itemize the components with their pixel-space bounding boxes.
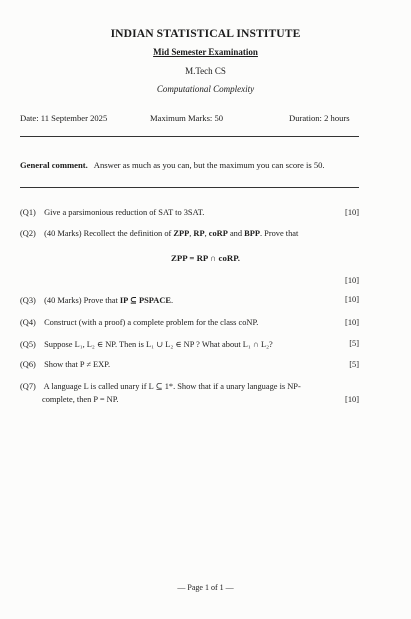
institute-title: INDIAN STATISTICAL INSTITUTE <box>110 27 301 40</box>
question-text: A language L is called unary if L ⊆ 1*. Show that if a unary language is NP- <box>43 382 301 391</box>
class-corp: coRP <box>208 229 228 238</box>
question-number: (Q4) <box>20 318 36 327</box>
question-3-marks: [10] <box>345 295 359 304</box>
question-text: Give a parsimonious reduction of SAT to 3SAT. <box>44 208 205 217</box>
question-6 <box>20 360 110 369</box>
question-number: (Q1) <box>20 208 36 217</box>
program-name: M.Tech CS <box>185 66 226 76</box>
question-5-marks: [5] <box>349 339 359 348</box>
question-7-marks: [10] <box>345 395 359 404</box>
class-bpp: BPP <box>244 229 260 238</box>
question-1-marks: [10] <box>345 208 359 217</box>
question-5 <box>20 339 273 349</box>
maximum-marks: Maximum Marks: 50 <box>150 113 224 123</box>
comment-label: General comment. <box>20 160 88 170</box>
question-4-marks: [10] <box>345 318 359 327</box>
exam-title: Mid Semester Examination <box>153 47 258 57</box>
class-rp: RP <box>193 229 205 238</box>
question-number: (Q2) <box>20 229 36 238</box>
question-text: Show that P ≠ EXP. <box>44 360 111 369</box>
question-text: (40 Marks) Recollect the definition of <box>44 229 174 238</box>
question-7-continued: complete, then P = NP. <box>42 395 119 404</box>
question-4 <box>20 318 258 327</box>
question-text: Suppose L₁, L₂ ∈ NP. Then is L₁ ∪ L₂ ∈ NP ? What about L₁ ∩ L₂? <box>44 340 273 349</box>
question-number: (Q6) <box>20 360 36 369</box>
course-name: Computational Complexity <box>156 84 255 94</box>
question-1 <box>20 208 204 217</box>
question-6-marks: [5] <box>349 360 359 369</box>
page-footer: — Page 1 of 1 — <box>177 583 234 592</box>
question-number: (Q7) <box>20 382 36 391</box>
comment-text: Answer as much as you can, but the maximum you can score is 50. <box>93 160 325 170</box>
exam-date: Date: 11 September 2025 <box>20 113 108 123</box>
exam-duration: Duration: 2 hours <box>289 113 350 123</box>
question-7 <box>20 381 301 391</box>
question-3: (Q3) (40 Marks) Prove that IP ⊆ PSPACE. <box>20 296 174 305</box>
question-text: Construct (with a proof) a complete problem for the class coNP. <box>44 318 259 327</box>
question-number: (Q3) <box>20 296 36 305</box>
class-zpp: ZPP <box>173 229 190 238</box>
question-2-formula: ZPP = RP ∩ coRP. <box>171 253 240 263</box>
divider-top <box>20 136 359 137</box>
general-comment <box>20 160 325 170</box>
question-2-marks: [10] <box>345 276 359 285</box>
question-2: (Q2) (40 Marks) Recollect the definition of ZPP, RP, coRP and BPP. Prove that <box>20 229 299 238</box>
divider-bottom <box>20 187 359 188</box>
question-text: (40 Marks) Prove that <box>44 296 120 305</box>
question-number: (Q5) <box>20 340 36 349</box>
ip-pspace: IP ⊆ PSPACE <box>119 296 171 305</box>
